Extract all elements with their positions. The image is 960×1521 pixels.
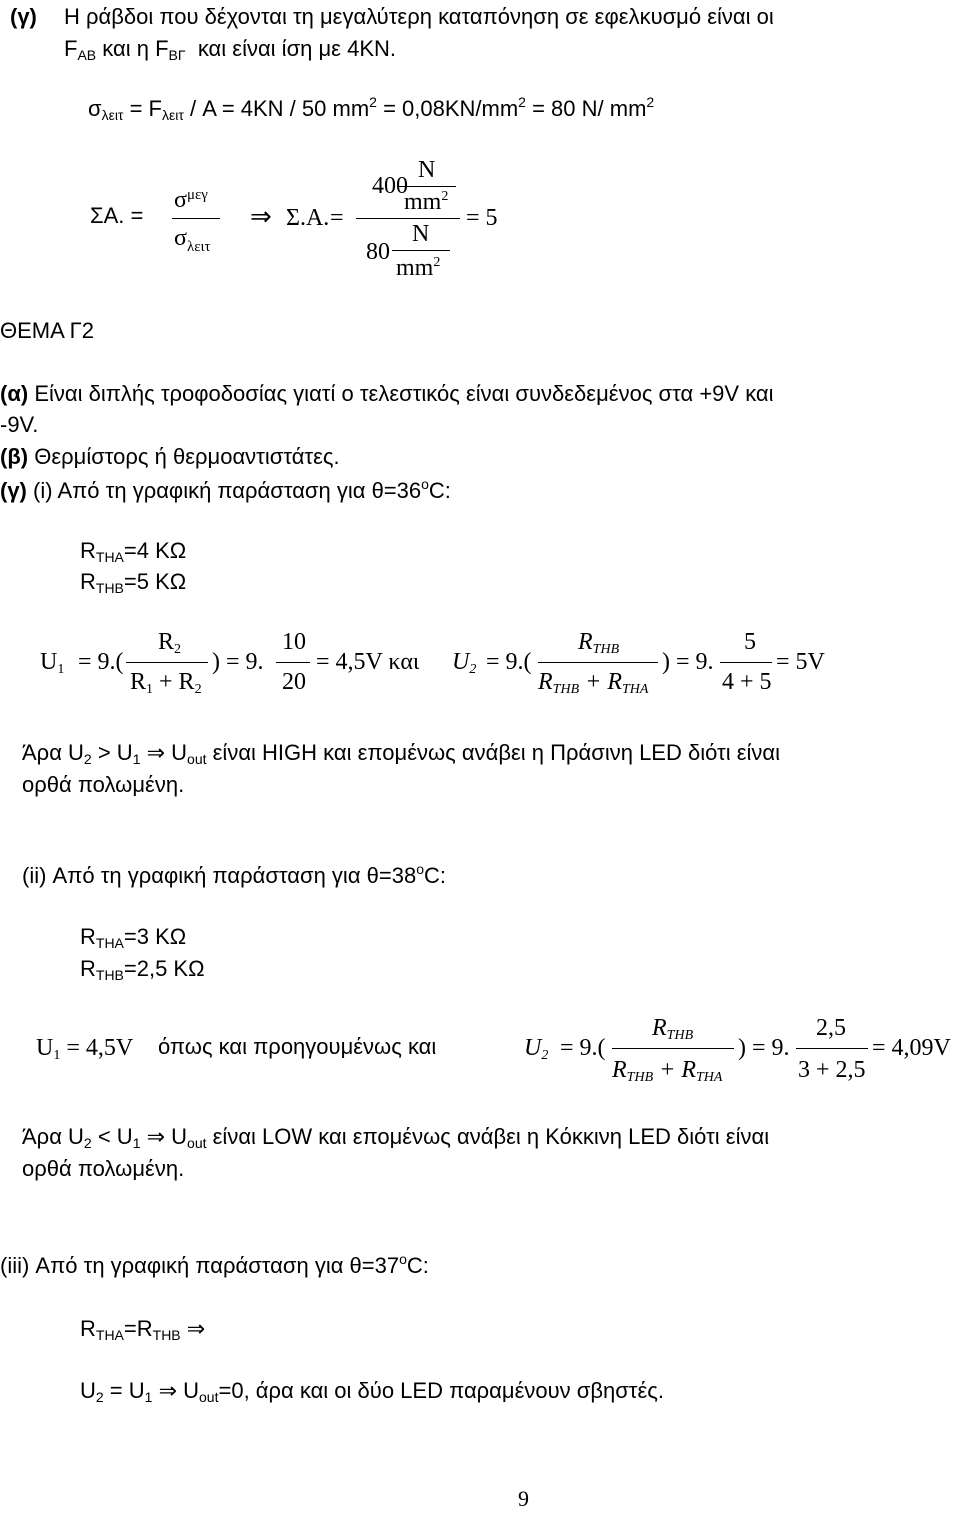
case1-result-a: = 4,5V και: [316, 649, 420, 675]
case1-conclusion-line2: ορθά πολωμένη.: [22, 772, 185, 797]
case1-rtha: $R_{THA}=4$ ΚΩ: [80, 538, 187, 565]
case1-rthb-num: $R_{THB}$: [578, 629, 620, 657]
case2-u1: $U_1 = 4,5V$: [36, 1035, 134, 1063]
num-unit-mm: $mm^2$: [404, 189, 449, 215]
case2-rthb-num: $R_{THB}$: [652, 1015, 694, 1043]
den-unit-mm: $mm^2$: [396, 255, 441, 281]
equals-sign: =: [330, 205, 344, 231]
safety-label: ΣΑ. =: [90, 203, 144, 228]
case2-close-b: ) = 9.: [738, 1035, 790, 1061]
case1-close-b: ) = 9.: [662, 649, 714, 675]
answer-g: (γ) (i) Από τη γραφική παράσταση για $\theta=36^oC$:: [0, 476, 451, 503]
num-unit-n: N: [418, 157, 436, 183]
implies-arrow: ⇒: [250, 202, 272, 231]
case1-u1: $U_1$: [40, 649, 65, 677]
den-value: 80: [366, 239, 390, 265]
case2-frac-den: 3 + 2,5: [798, 1057, 866, 1083]
sigma-top: $\sigma_{\mu\varepsilon\gamma}$: [174, 187, 208, 213]
case1-frac2-bar: [276, 662, 310, 663]
safety-result: = 5: [466, 205, 498, 231]
case1-eq-a: = 9.(: [78, 649, 124, 675]
case1-frac4-bar: [720, 662, 772, 663]
case1-frac3-bar: [538, 662, 658, 663]
den-unit-bar: [392, 250, 450, 251]
part-label-g: (γ): [10, 4, 37, 29]
case1-frac-num: 10: [282, 629, 306, 655]
case2-rthb: $R_{THB}=2,5$ ΚΩ: [80, 956, 205, 983]
num-unit-bar: [398, 186, 456, 187]
case2-text: όπως και προηγουμένως και: [158, 1034, 437, 1059]
num-value: 400: [372, 173, 408, 199]
theme-heading: ΘΕΜΑ Γ2: [0, 318, 95, 343]
case2-eq-b: = 9.(: [560, 1035, 606, 1061]
answer-a-line2: -9V.: [0, 412, 39, 437]
case1-eq-b: = 9.(: [486, 649, 532, 675]
part-g-line1: Η ράβδοι που δέχονται τη μεγαλύτερη καταπόνηση σε εφελκυσμό είναι οι: [64, 4, 774, 29]
case2-conclusion-line2: ορθά πολωμένη.: [22, 1156, 185, 1181]
case2-result: = 4,09V: [872, 1035, 951, 1061]
case1-r2: $R_2$: [158, 629, 182, 657]
case1-frac2-den: 4 + 5: [722, 669, 772, 695]
case2-frac2-bar: [796, 1048, 868, 1049]
stress-equation: $\sigma_{\lambda\varepsilon\iota\tau} = F_{\lambda\varepsilon\iota\tau} / A = 4KN / 50$ $mm^2 = 0,08KN/mm^2 = 80$ N/ $mm^2$: [88, 94, 655, 123]
case3-heading: (iii) Από τη γραφική παράσταση για $\theta=37^oC$:: [0, 1251, 429, 1278]
fraction-bar: [172, 218, 220, 219]
case2-rtha: $R_{THA}=3$ ΚΩ: [80, 924, 187, 951]
sigma-bottom: $\sigma_{\lambda\varepsilon\iota\tau}$: [174, 225, 211, 255]
case3-result: $U_2 = U_1$ ⇒ $U_{out}=0$, άρα και οι δύο LED παραμένουν σβηστές.: [80, 1378, 665, 1405]
answer-b: (β) Θερμίστορς ή θερμοαντιστάτες.: [0, 444, 340, 469]
case1-u2: $U_2$: [452, 649, 477, 677]
case1-frac1-bar: [126, 662, 208, 663]
case1-r1r2: $R_1 + R_2$: [130, 669, 202, 697]
case1-rth-den: $R_{THB} + R_{THA}$: [538, 669, 649, 697]
case1-conclusion: Άρα $U_2 > U_1$ ⇒ $U_{out}$ είναι HIGH και επομένως ανάβει η Πράσινη LED διότι είναι: [22, 740, 781, 767]
case1-rthb: $R_{THB}=5$ ΚΩ: [80, 569, 187, 596]
answer-a-line1: (α) Είναι διπλής τροφοδοσίας γιατί ο τελεστικός είναι συνδεδεμένος στα +9V και: [0, 381, 774, 406]
case1-frac-den: 20: [282, 669, 306, 695]
page-number: 9: [518, 1486, 529, 1511]
case2-conclusion: Άρα $U_2 < U_1$ ⇒ $U_{out}$ είναι LOW και επομένως ανάβει η Κόκκινη LED διότι είναι: [22, 1124, 770, 1151]
case2-frac1-bar: [612, 1048, 734, 1049]
case3-r-equal: $R_{THA}=R_{THB}$ ⇒: [80, 1316, 206, 1343]
case1-frac2-num: 5: [744, 629, 756, 655]
case1-close-a: ) = 9.: [212, 649, 264, 675]
case2-u2: $U_2$: [524, 1035, 549, 1063]
case2-rth-den: $R_{THB} + R_{THA}$: [612, 1057, 723, 1085]
case2-frac-num: 2,5: [816, 1015, 846, 1041]
main-fraction-bar: [356, 218, 460, 219]
case1-result-b: = 5V: [776, 649, 825, 675]
sa-label: Σ.Α.: [286, 205, 330, 231]
part-g-line2: $F_{AB}$ και η $F_{B\Gamma}$ και είναι ίση με 4ΚΝ.: [64, 36, 396, 63]
den-unit-n: N: [412, 221, 430, 247]
case2-heading: (ii) Από τη γραφική παράσταση για $\theta=38^oC$:: [22, 861, 447, 888]
